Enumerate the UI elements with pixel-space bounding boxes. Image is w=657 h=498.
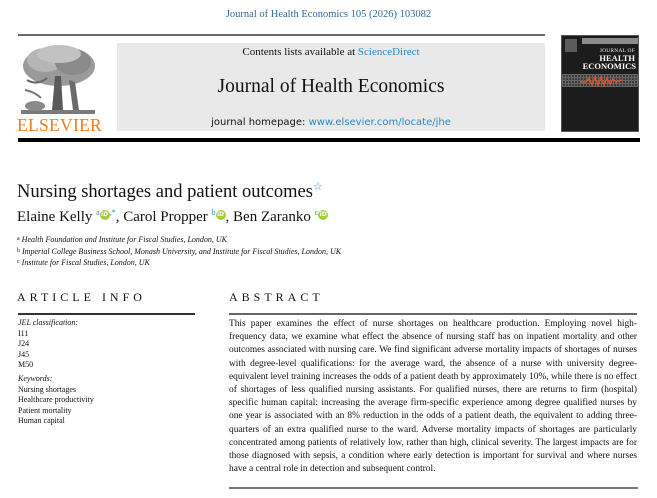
journal-cover-thumbnail[interactable] — [561, 35, 639, 132]
cover-top-bar — [582, 38, 638, 44]
contents-line — [117, 46, 545, 58]
jel-code: M50 — [18, 360, 34, 370]
jel-code: I11 — [18, 328, 29, 338]
jel-label: JEL classification: — [18, 318, 79, 327]
journal-title: Journal of Health Economics — [217, 76, 445, 97]
affiliation-key: c — [17, 259, 20, 265]
affiliation-marker[interactable]: a — [96, 208, 100, 217]
keyword: Healthcare productivity — [18, 395, 94, 405]
article-info-heading: ARTICLE INFO — [17, 290, 146, 304]
journal-banner — [117, 43, 545, 131]
corresponding-author-marker[interactable]: ,* — [109, 208, 116, 217]
orcid-icon[interactable]: iD — [319, 211, 327, 218]
affiliation-key: b — [17, 247, 20, 254]
journal-homepage-link[interactable]: www.elsevier.com/locate/jhe — [308, 117, 451, 128]
author-name[interactable]: Elaine Kelly — [17, 209, 93, 225]
keywords-label: Keywords: — [18, 373, 53, 383]
affiliation-marker[interactable]: b — [211, 208, 216, 217]
contents-prefix: Contents lists available at — [242, 46, 358, 58]
jel-code: J24 — [18, 339, 30, 349]
affiliation-item — [17, 234, 341, 246]
sciencedirect-link[interactable]: ScienceDirect — [357, 46, 420, 58]
cover-title-line2: HEALTH — [599, 53, 635, 63]
header-thick-rule — [18, 138, 640, 142]
author-separator: , — [225, 209, 234, 225]
abstract-heading: ABSTRACT — [229, 290, 324, 304]
homepage-line — [117, 117, 545, 128]
abstract-text: This paper examines the effect of nurse shortages on healthcare production. Employing novel high-frequency data, we examine what effect the absence of nursing staff has on inpatient mortality and other outcomes associated with nursing care. We find significant adverse mortality impacts of shortages of nurses with degree-level qualifications: for the average ward, the absence of a nurse with university degree-equivalent level training increases the odds of a patient death by approximately 10%, while there is no effect of shortages of less qualified nursing assistants. For qualified nurses, there are returns to firm (hospital) specific human capital: increasing the average firm-specific experience among degree qualified nurses by one year is associated with an 8% reduction in the odds of a patient death, the equivalent to adding three-quarters of an extra qualified nurse to the ward. Adverse mortality impacts of shortages are particularly concentrated among patients of relatively low, rather than high, clinical severity. The largest impacts are for those diagnosed with sepsis, a condition where early detection is important for survival and where nurses have a central role in detection and subsequent control. — [229, 319, 637, 475]
affiliations — [17, 234, 341, 269]
homepage-prefix: journal homepage: — [211, 117, 309, 128]
author-list — [17, 208, 328, 226]
article-title — [17, 180, 323, 203]
orcid-icon[interactable]: iD — [101, 211, 109, 218]
cover-title-line1: JOURNAL OF — [599, 48, 635, 54]
title-footnote-star-icon[interactable]: ☆ — [312, 181, 323, 193]
author-separator: , — [115, 209, 124, 225]
author-name[interactable]: Ben Zaranko — [233, 209, 311, 225]
jel-code: J45 — [18, 349, 30, 359]
keyword: Human capital — [18, 416, 65, 426]
orcid-icon[interactable]: iD — [217, 211, 225, 218]
affiliation-item — [17, 257, 341, 269]
abstract-bottom-rule — [229, 487, 638, 489]
affiliation-text: Institute for Fiscal Studies, London, UK — [21, 258, 150, 267]
journal-citation[interactable]: Journal of Health Economics 105 (2026) 103082 — [225, 9, 432, 20]
affiliation-marker[interactable]: c — [314, 208, 319, 217]
affiliation-item — [17, 246, 341, 258]
affiliation-key: a — [17, 236, 20, 242]
affiliation-text: Health Foundation and Institute for Fiscal Studies, London, UK — [21, 235, 227, 244]
cover-elsevier-logo-icon — [565, 39, 577, 52]
article-info-rule — [18, 313, 195, 315]
article-info-panel — [18, 318, 94, 427]
abstract-rule — [229, 313, 637, 315]
keyword: Nursing shortages — [18, 384, 76, 394]
elsevier-wordmark: ELSEVIER — [17, 115, 103, 135]
header-rule — [18, 34, 545, 36]
author-name[interactable]: Carol Propper — [123, 209, 208, 225]
affiliation-text: Imperial College Business School, Monash University, and Institute for Fiscal Studies, London, UK — [22, 246, 342, 256]
cover-heartbeat-wave-icon — [562, 74, 639, 88]
cover-title-line3: ECONOMICS — [582, 61, 636, 71]
article-title-text: Nursing shortages and patient outcomes — [17, 182, 313, 203]
keyword: Patient mortality — [18, 405, 72, 415]
